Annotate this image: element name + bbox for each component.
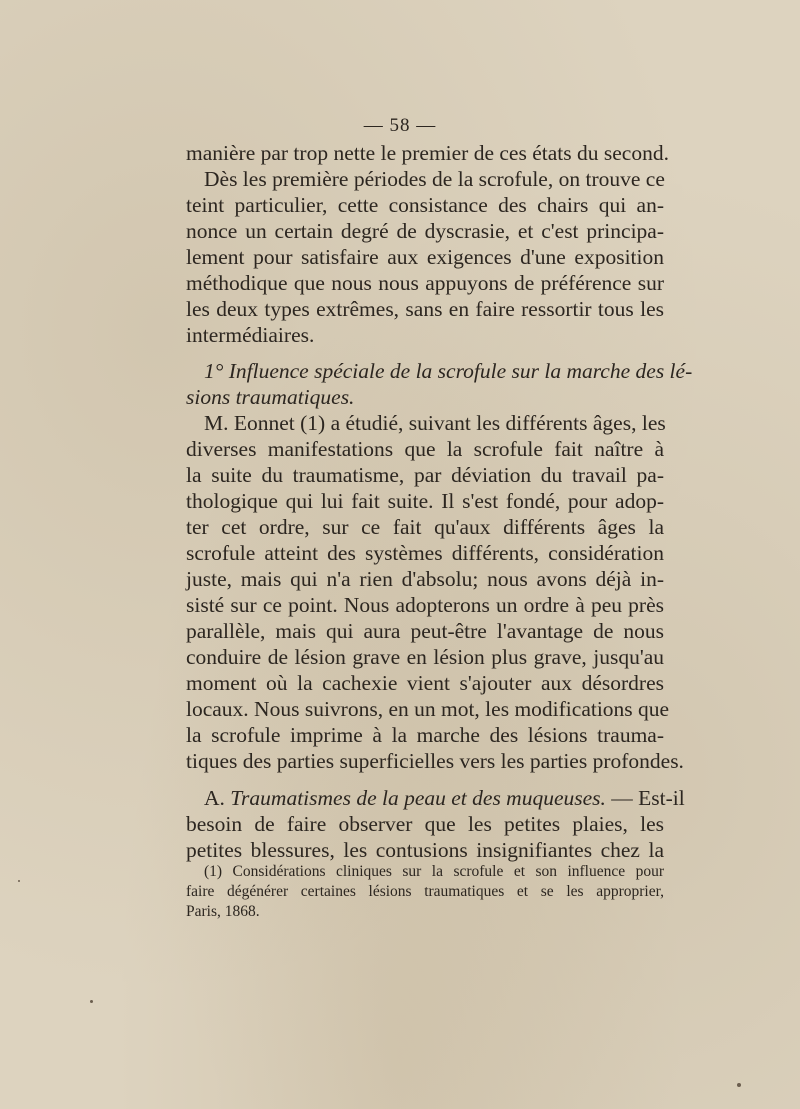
footnote-line: faire dégénérer certaines lésions traumatiques et se les approprier, — [186, 883, 664, 900]
text-line: sisté sur ce point. Nous adopterons un ordre à peu près — [186, 593, 664, 617]
text-line: méthodique que nous nous appuyons de préférence sur — [186, 271, 664, 295]
section-1 — [186, 358, 693, 774]
subsection-label: A. — [204, 786, 231, 810]
text-line: petites blessures, les contusions insignifiantes chez la — [186, 838, 664, 862]
text-line: teint particulier, cette consistance des chairs qui an- — [186, 193, 664, 217]
page-number: — 58 — — [363, 115, 437, 136]
paragraph-continuation — [186, 140, 669, 348]
footnote — [186, 862, 664, 922]
footnote-line: Paris, 1868. — [186, 903, 260, 920]
text-line: M. Eonnet (1) a étudié, suivant les différents âges, les — [204, 411, 666, 435]
subsection-a — [186, 785, 685, 863]
subsection-rest: — Est-il — [605, 786, 685, 810]
section-heading: 1° Influence spéciale de la scrofule sur la marche des lé- — [204, 359, 693, 383]
text-line: Dès les première périodes de la scrofule, on trouve ce — [204, 167, 665, 191]
text-line: locaux. Nous suivrons, en un mot, les modifications que — [186, 697, 670, 721]
text-line: moment où la cachexie vient s'ajouter aux désordres — [186, 671, 664, 695]
text-line: les deux types extrêmes, sans en faire ressortir tous les — [186, 297, 664, 321]
text-line: intermédiaires. — [186, 323, 315, 347]
paper-speck — [18, 880, 20, 882]
text-line: juste, mais qui n'a rien d'absolu; nous avons déjà in- — [186, 567, 664, 591]
subsection-title: Traumatismes de la peau et des muqueuses. — [230, 786, 606, 810]
paper-speck — [90, 1000, 93, 1003]
text-line: ter cet ordre, sur ce fait qu'aux différents âges la — [186, 515, 664, 539]
text-line: thologique qui lui fait suite. Il s'est fondé, pour adop- — [186, 489, 664, 513]
footnote-line: (1) Considérations cliniques sur la scrofule et son influence pour — [204, 863, 664, 880]
text-line: scrofule atteint des systèmes différents, considération — [186, 541, 664, 565]
text-line: la scrofule imprime à la marche des lésions trauma- — [186, 723, 664, 747]
text-line: manière par trop nette le premier de ces états du second. — [186, 141, 669, 165]
paper-speck — [737, 1083, 741, 1087]
text-line: conduire de lésion grave en lésion plus grave, jusqu'au — [186, 645, 664, 669]
text-line: la suite du traumatisme, par déviation du travail pa- — [186, 463, 664, 487]
text-line: lement pour satisfaire aux exigences d'une exposition — [186, 245, 664, 269]
section-heading-cont: sions traumatiques. — [186, 385, 355, 409]
text-line: nonce un certain degré de dyscrasie, et c'est principa- — [186, 219, 664, 243]
subsection-heading — [186, 785, 685, 811]
text-line: besoin de faire observer que les petites plaies, les — [186, 812, 664, 836]
text-line: diverses manifestations que la scrofule fait naître à — [186, 437, 664, 461]
text-line: parallèle, mais qui aura peut-être l'avantage de nous — [186, 619, 664, 643]
text-line: tiques des parties superficielles vers les parties profondes. — [186, 749, 684, 773]
